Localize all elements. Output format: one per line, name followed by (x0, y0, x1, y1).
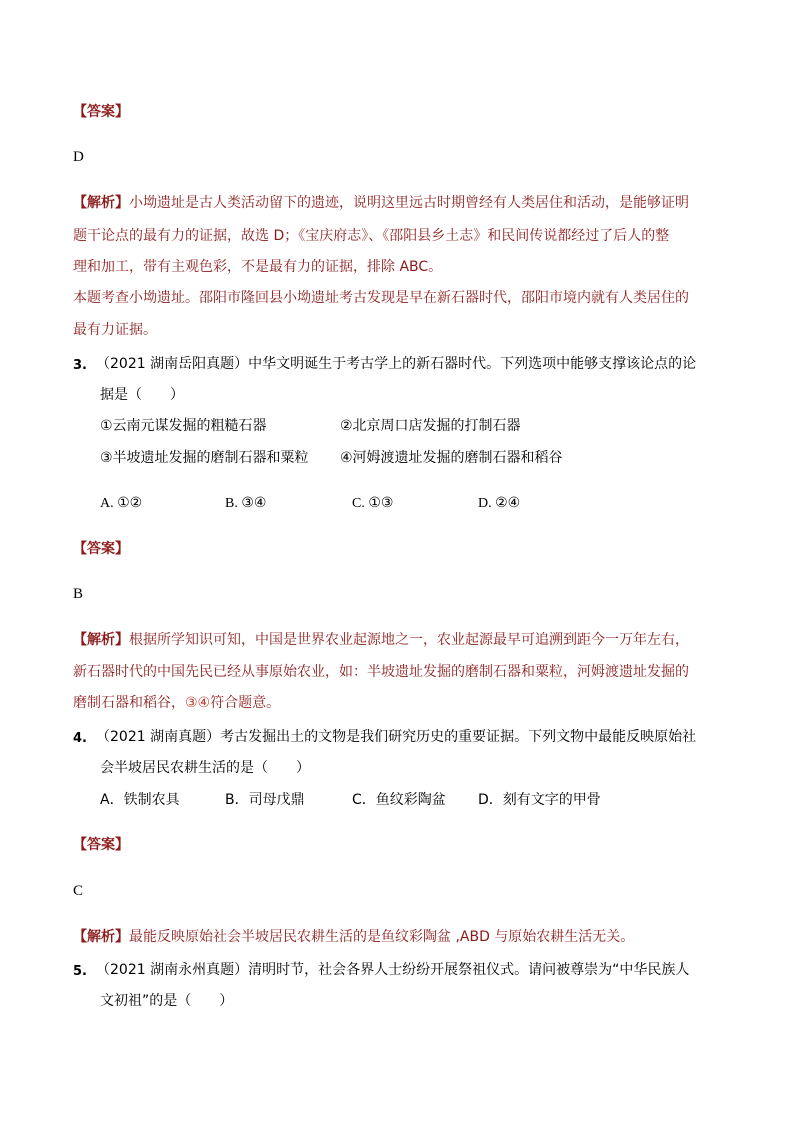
analysis-line (73, 193, 689, 213)
analysis-label: 【解析】 (73, 632, 129, 648)
statement-item: ③半坡遗址发掘的磨制石器和粟粒 (100, 450, 309, 466)
option: B．司母戊鼎 (225, 792, 305, 808)
question-stem: （2021 湖南永州真题）清明时节，社会各界人士纷纷开展祭祖仪式。请问被尊崇为“中华民族人 (96, 962, 690, 978)
question-number: 3. (73, 358, 87, 373)
circled-numbers: ③④ (185, 695, 211, 711)
option: A．铁制农具 (100, 792, 180, 808)
answer-value: C (73, 883, 84, 899)
answer-label: 【答案】 (73, 837, 129, 853)
statement-item: ④河姆渡遗址发掘的磨制石器和稻谷 (340, 450, 563, 466)
option: C. ①③ (352, 496, 394, 511)
analysis-text: 理和加工，带有主观色彩，不是最有力的证据，排除 ABC。 (73, 259, 443, 275)
question-stem: 会半坡居民农耕生活的是（ ） (100, 760, 310, 776)
analysis-label: 【解析】 (73, 195, 129, 211)
analysis-text: 最能反映原始社会半坡居民农耕生活的是鱼纹彩陶盆 ,ABD 与原始农耕生活无关。 (129, 929, 635, 945)
answer-label: 【答案】 (73, 104, 129, 120)
question-stem: 据是（ ） (100, 387, 184, 403)
analysis-text: 磨制石器和稻谷， (73, 695, 185, 711)
option: D. ②④ (478, 496, 521, 511)
option: D．刻有文字的甲骨 (478, 792, 601, 808)
analysis-line (73, 693, 280, 713)
answer-value: D (73, 149, 84, 165)
question-number: 5. (73, 964, 87, 979)
statement-item: ①云南元谋发掘的粗糙石器 (100, 418, 267, 434)
question-stem: （2021 湖南真题）考古发掘出土的文物是我们研究历史的重要证据。下列文物中最能反映原始社 (96, 729, 697, 745)
question-stem: 文初祖”的是（ ） (100, 993, 234, 1009)
analysis-text: 小坳遗址是古人类活动留下的遗迹，说明这里远古时期曾经有人类居住和活动，是能够证明 (129, 195, 689, 211)
analysis-line (73, 927, 634, 947)
analysis-text: 新石器时代的中国先民已经从事原始农业，如：半坡遗址发掘的磨制石器和粟粒，河姆渡遗址发掘的 (73, 664, 689, 680)
statement-item: ②北京周口店发掘的打制石器 (340, 418, 521, 434)
note-text: 最有力证据。 (73, 322, 157, 338)
analysis-text: 题干论点的最有力的证据，故选 D；《宝庆府志》、《邵阳县乡土志》和民间传说都经过了后人的整 (73, 228, 670, 244)
analysis-label: 【解析】 (73, 929, 129, 945)
question-number: 4. (73, 731, 87, 746)
analysis-line (73, 630, 689, 650)
analysis-text: 根据所学知识可知，中国是世界农业起源地之一，农业起源最早可追溯到距今一万年左右， (129, 632, 689, 648)
option: B. ③④ (225, 496, 267, 511)
analysis-text: 符合题意。 (210, 695, 281, 711)
question-stem: （2021 湖南岳阳真题）中华文明诞生于考古学上的新石器时代。下列选项中能够支撑该论点的论 (96, 356, 697, 372)
option: A. ①② (100, 496, 143, 511)
answer-label: 【答案】 (73, 541, 129, 557)
option: C．鱼纹彩陶盆 (352, 792, 446, 808)
note-text: 本题考查小坳遗址。邵阳市隆回县小坳遗址考古发现是早在新石器时代，邵阳市境内就有人类居住的 (73, 290, 689, 306)
answer-value: B (73, 586, 84, 602)
